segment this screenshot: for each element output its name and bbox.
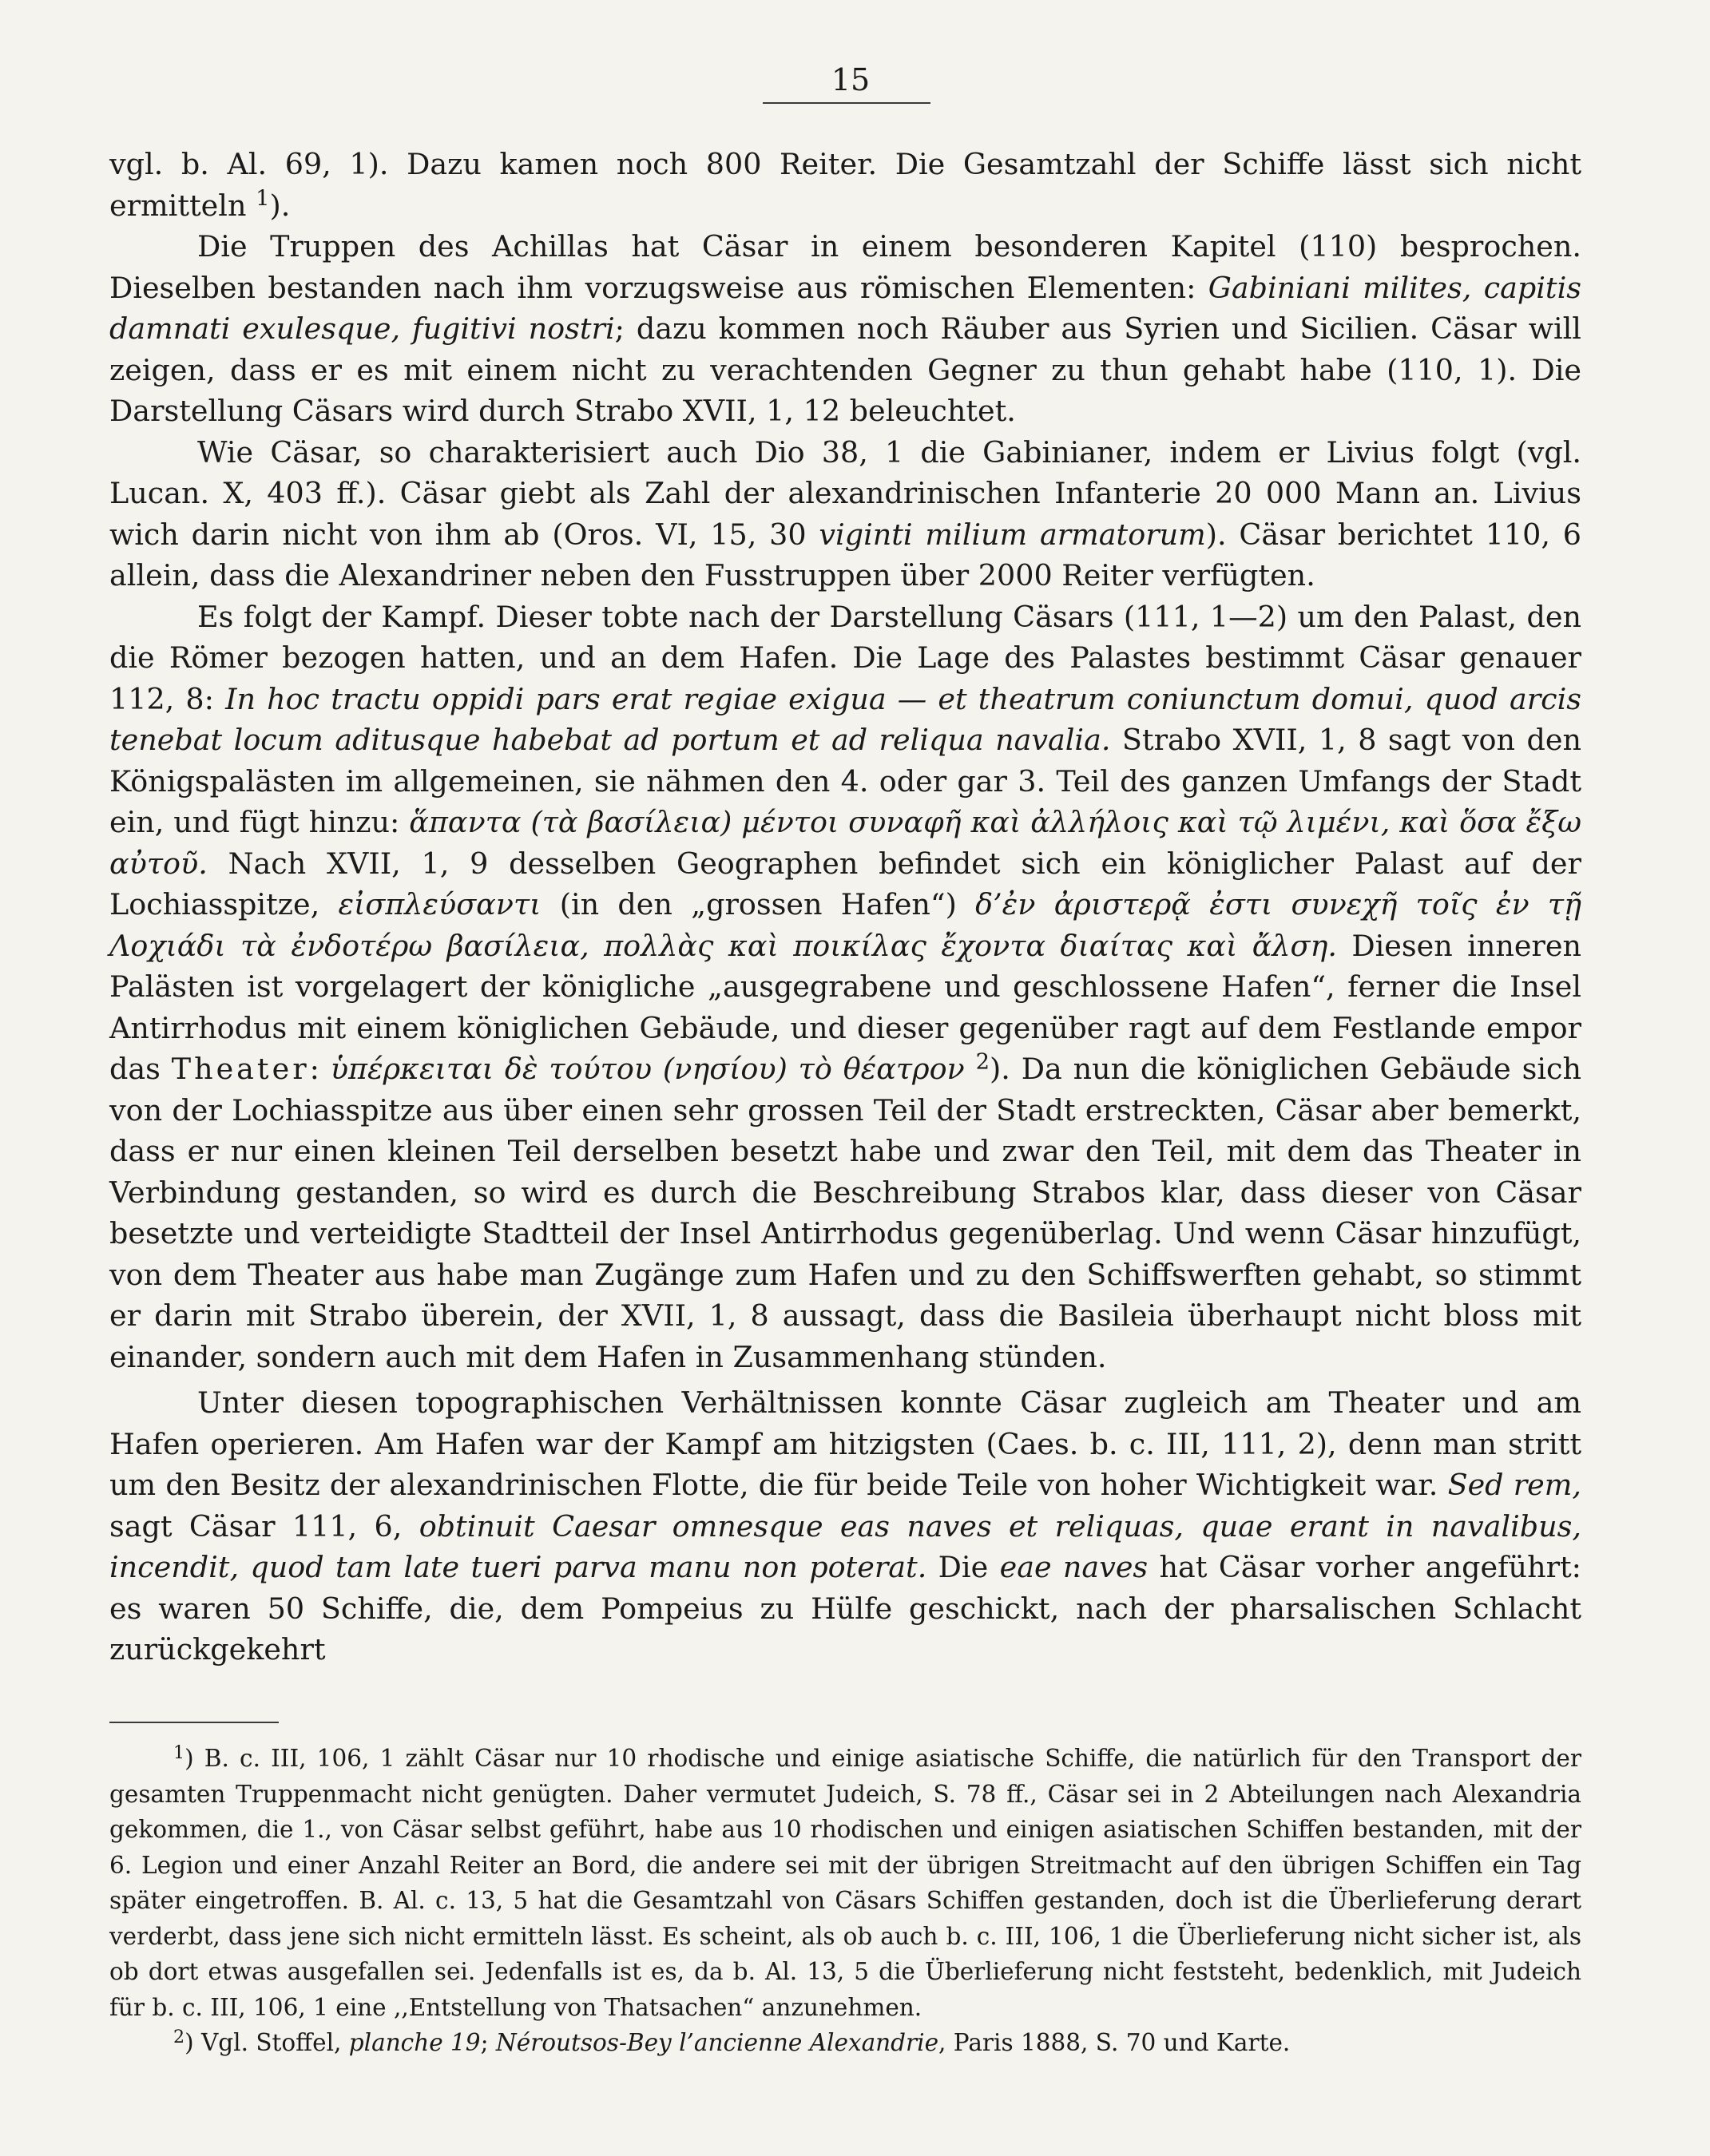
footnote-marker: 2 [975, 1049, 990, 1075]
text-run [965, 1052, 976, 1086]
italic-run: Sed rem, [1447, 1468, 1581, 1502]
header-rule [763, 102, 930, 104]
footnote-marker: 1 [173, 1742, 185, 1764]
text-run: : [309, 1052, 331, 1086]
paragraph [109, 144, 1581, 226]
italic-run: In hoc tractu oppidi pars erat regiae exigua — et theatrum coniunctum domui, quod arcis tenebat locum aditusque habebat ad portum et ad reliqua navalia. [109, 681, 1581, 757]
text-run: vgl. b. Al. 69, 1). Dazu kamen noch 800 Reiter. Die Gesamtzahl der Schiffe lässt sich nicht ermitteln [109, 147, 1581, 223]
main-text [109, 144, 1581, 1671]
paragraph [109, 226, 1581, 432]
italic-run: εἰσπλεύσαντι [338, 887, 542, 921]
text-run: ; dazu kommen noch Räuber aus Syrien und Sicilien. Cäsar will zeigen, dass er es mit einem nicht zu verachtenden Gegner zu thun gehabt habe (110, 1). Die Darstellung Cäsars wird durch Strabo XVII, 1, 12 beleuchtet. [109, 311, 1581, 428]
spaced-run: Theater [171, 1052, 310, 1086]
text-run: ). [269, 188, 291, 223]
text-run: Die [926, 1550, 1000, 1584]
italic-run: ἅπαντα (τὰ βασίλεια) μέντοι συναφῆ καὶ ἀλλήλοις καὶ τῷ λιμένι, καὶ ὅσα ἔξω αὐτοῦ. [109, 805, 1581, 881]
paragraph [109, 432, 1581, 596]
italic-run: obtinuit Caesar omnesque eas naves et reliquas, quae erant in navalibus, incendit, quod tam late tueri parva manu non poterat. [109, 1508, 1581, 1584]
text-run: sagt Cäsar 111, 6, [109, 1508, 419, 1544]
text-run: hat Cäsar vorher angeführt: es waren 50 Schiffe, die, dem Pompeius zu Hülfe geschickt, nach der pharsalischen Schlacht zurückgekehrt [109, 1550, 1581, 1667]
italic-run: planche 19 [348, 2029, 481, 2056]
footnote-marker: 1 [256, 186, 270, 212]
footnote-rule [109, 1722, 279, 1723]
text-run: ) B. c. III, 106, 1 zählt Cäsar nur 10 rhodische und einige asiatische Schiffe, die natürlich für den Transport der gesamten Truppenmacht nicht genügten. Daher vermutet Judeich, S. 78 ff., Cäsar sei in 2 Abteilungen nach Alexandria gekommen, die 1., von Cäsar selbst geführt, habe aus 10 rhodischen und einigen asiatischen Schiffen bestanden, mit der 6. Legion und einer Anzahl Reiter an Bord, die andere sei mit der übrigen Streitmacht auf den übrigen Schiffen ein Tag später eingetroffen. B. Al. c. 13, 5 hat die Gesamtzahl von Cäsars Schiffen gestanden, doch ist die Überlieferung derart verderbt, dass jene sich nicht ermitteln lässt. Es scheint, als ob auch b. c. III, 106, 1 die Überlieferung nicht sicher ist, als ob dort etwas ausgefallen sei. Jedenfalls ist es, da b. Al. 13, 5 die Überlieferung nicht feststeht, bedenklich, mit Judeich für b. c. III, 106, 1 eine ,,Entstellung von Thatsachen“ anzunehmen. [109, 1745, 1581, 2021]
paragraph [109, 596, 1581, 1378]
italic-run: eae naves [999, 1550, 1149, 1584]
text-run: (in den „grossen Hafen“) [541, 887, 976, 921]
text-run: Die Truppen des Achillas hat Cäsar in einem besonderen Kapitel (110) besprochen. Dieselben bestanden nach ihm vorzugsweise aus römischen Elementen: [109, 229, 1581, 305]
footnote-marker: 2 [173, 2027, 185, 2048]
footnote [109, 2025, 1581, 2061]
page-number: 15 [831, 62, 871, 97]
footnote [109, 1741, 1581, 2025]
italic-run: viginti milium armatorum [819, 517, 1206, 552]
text-run: ; [480, 2029, 496, 2056]
text-run: ) Vgl. Stoffel, [184, 2029, 349, 2056]
text-run: Wie Cäsar, so charakterisiert auch Dio 38, 1 die Gabinianer, indem er Livius folgt (vgl. Lucan. X, 403 ff.). Cäsar giebt als Zahl der alexandrinischen Infanterie 20 000 Mann an. Livius wich darin nicht von ihm ab (Oros. VI, 15, 30 [109, 434, 1581, 552]
text-run: Nach XVII, 1, 9 desselben Geographen befindet sich ein königlicher Palast auf der Lochiasspitze, [109, 846, 1581, 921]
italic-run: δ’ἐν ἀριστερᾷ ἐστι συνεχῆ τοῖς ἐν τῇ Λοχιάδι τὰ ἐνδοτέρω βασίλεια, πολλὰς καὶ ποικίλας ἔχοντα διαίτας καὶ ἄλση. [109, 887, 1581, 963]
text-run: Es folgt der Kampf. Dieser tobte nach der Darstellung Cäsars (111, 1—2) um den Palast, den die Römer bezogen hatten, und an dem Hafen. Die Lage des Palastes bestimmt Cäsar genauer 112, 8: [109, 599, 1581, 716]
footnotes [109, 1741, 1581, 2061]
text-run: Strabo XVII, 1, 8 sagt von den Königspalästen im allgemeinen, sie nähmen den 4. oder gar 3. Teil des ganzen Umfangs der Stadt ein, und fügt hinzu: [109, 723, 1581, 839]
text-run: ). Da nun die königlichen Gebäude sich von der Lochiasspitze aus über einen sehr grossen Teil der Stadt erstreckten, Cäsar aber bemerkt, dass er nur einen kleinen Teil derselben besetzt habe und zwar den Teil, mit dem das Theater in Verbindung gestanden, so wird es durch die Beschreibung Strabos klar, dass dieser von Cäsar besetzte und verteidigte Stadtteil der Insel Antirrhodus gegenüberlag. Und wenn Cäsar hinzufügt, von dem Theater aus habe man Zugänge zum Hafen und zu den Schiffswerften gehabt, so stimmt er darin mit Strabo überein, der XVII, 1, 8 aussagt, dass die Basileia überhaupt nicht bloss mit einander, sondern auch mit dem Hafen in Zusammenhang stünden. [109, 1052, 1581, 1374]
italic-run: Néroutsos-Bey l’ancienne Alexandrie [495, 2029, 939, 2056]
paragraph [109, 1382, 1581, 1671]
text-run: ). Cäsar berichtet 110, 6 allein, dass die Alexandriner neben den Fusstruppen über 2000 Reiter verfügten. [109, 517, 1581, 593]
text-run: Diesen inneren Palästen ist vorgelagert der königliche „ausgegrabene und geschlossene Hafen“, ferner die Insel Antirrhodus mit einem königlichen Gebäude, und dieser gegenüber ragt auf dem Festlande empor das [109, 928, 1581, 1086]
text-run: Unter diesen topographischen Verhältnissen konnte Cäsar zugleich am Theater und am Hafen operieren. Am Hafen war der Kampf am hitzigsten (Caes. b. c. III, 111, 2), denn man stritt um den Besitz der alexandrinischen Flotte, die für beide Teile von hoher Wichtigkeit war. [109, 1385, 1581, 1502]
text-run: , Paris 1888, S. 70 und Karte. [938, 2029, 1291, 2056]
italic-run: ὑπέρκειται δὲ τούτου (νησίου) τὸ θέατρον [330, 1052, 965, 1086]
italic-run: Gabiniani milites, capitis damnati exulesque, fugitivi nostri [109, 270, 1581, 346]
